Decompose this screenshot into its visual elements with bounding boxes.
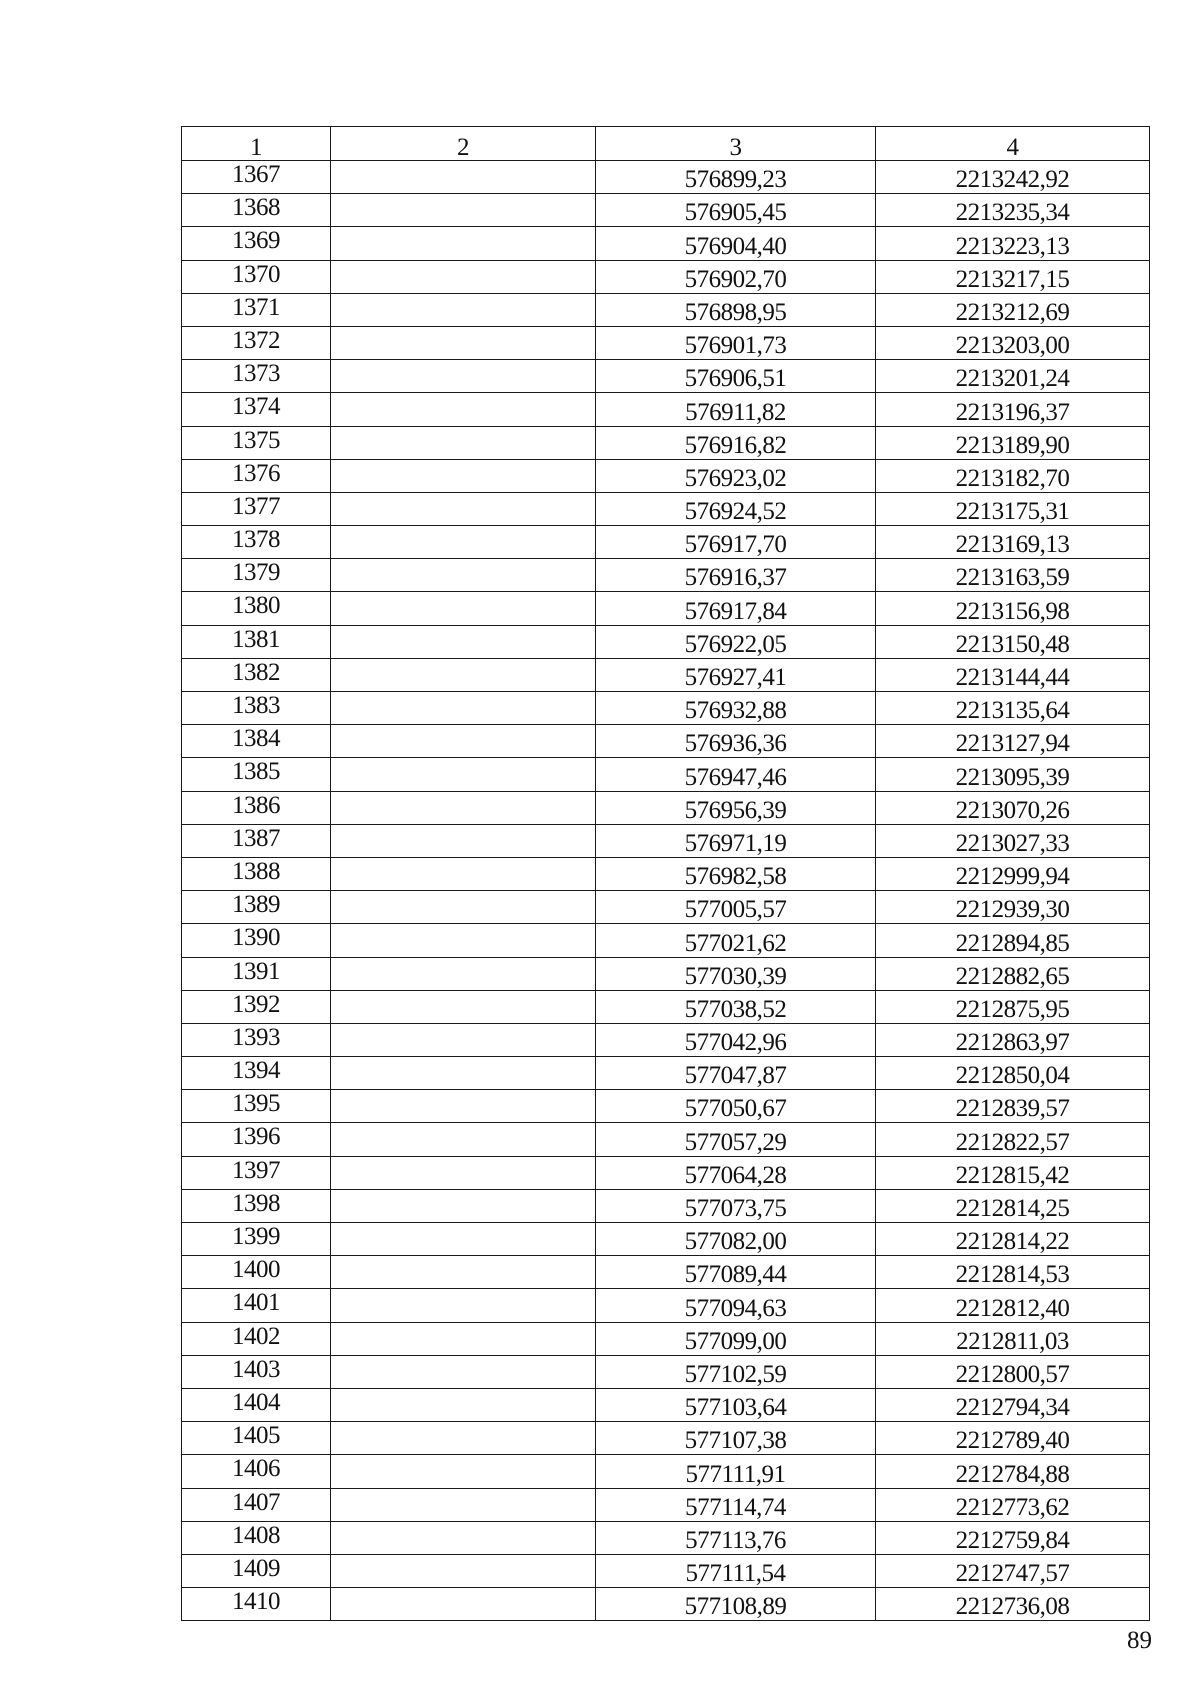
table-row [182,1090,1150,1123]
point-number-cell: 1399 [182,1223,331,1256]
point-number-cell: 1376 [182,459,331,492]
table-row [182,924,1150,957]
point-number-cell: 1396 [182,1123,331,1156]
point-number-cell: 1367 [182,161,331,194]
y-coordinate-cell: 2213070,26 [876,791,1150,824]
x-coordinate-cell: 577108,89 [596,1588,876,1621]
empty-cell [331,1090,596,1123]
empty-cell [331,658,596,691]
table-row [182,592,1150,625]
table-row [182,559,1150,592]
x-coordinate-cell: 577111,54 [596,1554,876,1587]
point-number-cell: 1397 [182,1156,331,1189]
empty-cell [331,1521,596,1554]
empty-cell [331,326,596,359]
table-row [182,161,1150,194]
x-coordinate-cell: 576906,51 [596,360,876,393]
y-coordinate-cell: 2213095,39 [876,758,1150,791]
point-number-cell: 1386 [182,791,331,824]
table-row [182,227,1150,260]
x-coordinate-cell: 576916,37 [596,559,876,592]
table-row [182,1488,1150,1521]
table-row [182,326,1150,359]
y-coordinate-cell: 2213027,33 [876,824,1150,857]
y-coordinate-cell: 2212814,25 [876,1189,1150,1222]
table-row [182,891,1150,924]
y-coordinate-cell: 2213150,48 [876,625,1150,658]
x-coordinate-cell: 576901,73 [596,326,876,359]
x-coordinate-cell: 576936,36 [596,725,876,758]
x-coordinate-cell: 577107,38 [596,1422,876,1455]
y-coordinate-cell: 2212789,40 [876,1422,1150,1455]
x-coordinate-cell: 577103,64 [596,1388,876,1421]
point-number-cell: 1373 [182,360,331,393]
empty-cell [331,492,596,525]
table-row [182,791,1150,824]
header-col-1: 1 [182,127,331,161]
point-number-cell: 1400 [182,1256,331,1289]
empty-cell [331,360,596,393]
table-row [182,1057,1150,1090]
x-coordinate-cell: 577038,52 [596,990,876,1023]
point-number-cell: 1403 [182,1355,331,1388]
x-coordinate-cell: 576982,58 [596,857,876,890]
x-coordinate-cell: 576902,70 [596,260,876,293]
point-number-cell: 1382 [182,658,331,691]
empty-cell [331,1455,596,1488]
x-coordinate-cell: 576916,82 [596,426,876,459]
empty-cell [331,559,596,592]
empty-cell [331,1223,596,1256]
x-coordinate-cell: 576956,39 [596,791,876,824]
point-number-cell: 1385 [182,758,331,791]
point-number-cell: 1370 [182,260,331,293]
point-number-cell: 1375 [182,426,331,459]
y-coordinate-cell: 2212747,57 [876,1554,1150,1587]
empty-cell [331,227,596,260]
header-row [182,127,1150,161]
table-row [182,692,1150,725]
table-row [182,492,1150,525]
point-number-cell: 1374 [182,393,331,426]
empty-cell [331,1422,596,1455]
x-coordinate-cell: 576927,41 [596,658,876,691]
table-row [182,1388,1150,1421]
empty-cell [331,725,596,758]
table-row [182,260,1150,293]
table-row [182,426,1150,459]
point-number-cell: 1368 [182,194,331,227]
y-coordinate-cell: 2213223,13 [876,227,1150,260]
table-row [182,360,1150,393]
empty-cell [331,1156,596,1189]
y-coordinate-cell: 2212875,95 [876,990,1150,1023]
table-row [182,1223,1150,1256]
empty-cell [331,1488,596,1521]
x-coordinate-cell: 577082,00 [596,1223,876,1256]
point-number-cell: 1387 [182,824,331,857]
table-row [182,824,1150,857]
y-coordinate-cell: 2212999,94 [876,857,1150,890]
empty-cell [331,924,596,957]
empty-cell [331,1057,596,1090]
empty-cell [331,990,596,1023]
y-coordinate-cell: 2212814,22 [876,1223,1150,1256]
point-number-cell: 1410 [182,1588,331,1621]
empty-cell [331,957,596,990]
point-number-cell: 1407 [182,1488,331,1521]
point-number-cell: 1389 [182,891,331,924]
empty-cell [331,1588,596,1621]
point-number-cell: 1378 [182,526,331,559]
x-coordinate-cell: 577005,57 [596,891,876,924]
x-coordinate-cell: 577057,29 [596,1123,876,1156]
empty-cell [331,824,596,857]
table-row [182,1156,1150,1189]
y-coordinate-cell: 2212811,03 [876,1322,1150,1355]
table-row [182,194,1150,227]
y-coordinate-cell: 2213135,64 [876,692,1150,725]
y-coordinate-cell: 2213201,24 [876,360,1150,393]
y-coordinate-cell: 2212794,34 [876,1388,1150,1421]
empty-cell [331,791,596,824]
y-coordinate-cell: 2212850,04 [876,1057,1150,1090]
table-row [182,1554,1150,1587]
y-coordinate-cell: 2213235,34 [876,194,1150,227]
y-coordinate-cell: 2213196,37 [876,393,1150,426]
point-number-cell: 1406 [182,1455,331,1488]
x-coordinate-cell: 577089,44 [596,1256,876,1289]
empty-cell [331,1322,596,1355]
table-row [182,658,1150,691]
x-coordinate-cell: 576923,02 [596,459,876,492]
table-body [182,161,1150,1621]
empty-cell [331,426,596,459]
table-row [182,1289,1150,1322]
y-coordinate-cell: 2212822,57 [876,1123,1150,1156]
empty-cell [331,260,596,293]
x-coordinate-cell: 576917,70 [596,526,876,559]
point-number-cell: 1398 [182,1189,331,1222]
point-number-cell: 1405 [182,1422,331,1455]
x-coordinate-cell: 577073,75 [596,1189,876,1222]
x-coordinate-cell: 576922,05 [596,625,876,658]
empty-cell [331,526,596,559]
x-coordinate-cell: 576905,45 [596,194,876,227]
y-coordinate-cell: 2213144,44 [876,658,1150,691]
empty-cell [331,1123,596,1156]
empty-cell [331,625,596,658]
x-coordinate-cell: 577042,96 [596,1023,876,1056]
empty-cell [331,1388,596,1421]
empty-cell [331,1554,596,1587]
y-coordinate-cell: 2213217,15 [876,260,1150,293]
x-coordinate-cell: 577099,00 [596,1322,876,1355]
y-coordinate-cell: 2212814,53 [876,1256,1150,1289]
empty-cell [331,758,596,791]
point-number-cell: 1404 [182,1388,331,1421]
x-coordinate-cell: 576911,82 [596,393,876,426]
table-row [182,459,1150,492]
x-coordinate-cell: 577094,63 [596,1289,876,1322]
point-number-cell: 1391 [182,957,331,990]
y-coordinate-cell: 2213189,90 [876,426,1150,459]
y-coordinate-cell: 2212863,97 [876,1023,1150,1056]
table-row [182,990,1150,1023]
point-number-cell: 1381 [182,625,331,658]
table-row [182,393,1150,426]
table-row [182,625,1150,658]
table-row [182,1521,1150,1554]
table-row [182,725,1150,758]
y-coordinate-cell: 2212839,57 [876,1090,1150,1123]
table-header [182,127,1150,161]
point-number-cell: 1409 [182,1554,331,1587]
point-number-cell: 1377 [182,492,331,525]
table-row [182,1422,1150,1455]
table-row [182,1023,1150,1056]
y-coordinate-cell: 2212894,85 [876,924,1150,957]
x-coordinate-cell: 577047,87 [596,1057,876,1090]
point-number-cell: 1390 [182,924,331,957]
page-number: 89 [1127,1627,1152,1654]
table-row [182,1322,1150,1355]
y-coordinate-cell: 2212784,88 [876,1455,1150,1488]
table-row [182,758,1150,791]
y-coordinate-cell: 2213212,69 [876,293,1150,326]
point-number-cell: 1401 [182,1289,331,1322]
table-row [182,1123,1150,1156]
point-number-cell: 1371 [182,293,331,326]
empty-cell [331,692,596,725]
empty-cell [331,459,596,492]
y-coordinate-cell: 2213163,59 [876,559,1150,592]
empty-cell [331,1023,596,1056]
x-coordinate-cell: 576898,95 [596,293,876,326]
point-number-cell: 1383 [182,692,331,725]
table-row [182,1455,1150,1488]
y-coordinate-cell: 2212882,65 [876,957,1150,990]
x-coordinate-cell: 577050,67 [596,1090,876,1123]
x-coordinate-cell: 576971,19 [596,824,876,857]
point-number-cell: 1379 [182,559,331,592]
point-number-cell: 1394 [182,1057,331,1090]
y-coordinate-cell: 2212773,62 [876,1488,1150,1521]
table-row [182,1588,1150,1621]
x-coordinate-cell: 576917,84 [596,592,876,625]
x-coordinate-cell: 577102,59 [596,1355,876,1388]
coordinates-table [181,126,1150,1621]
y-coordinate-cell: 2213242,92 [876,161,1150,194]
header-col-4: 4 [876,127,1150,161]
x-coordinate-cell: 577064,28 [596,1156,876,1189]
point-number-cell: 1395 [182,1090,331,1123]
x-coordinate-cell: 576924,52 [596,492,876,525]
empty-cell [331,194,596,227]
point-number-cell: 1388 [182,857,331,890]
y-coordinate-cell: 2212939,30 [876,891,1150,924]
x-coordinate-cell: 576932,88 [596,692,876,725]
empty-cell [331,857,596,890]
x-coordinate-cell: 577021,62 [596,924,876,957]
empty-cell [331,592,596,625]
empty-cell [331,1256,596,1289]
point-number-cell: 1408 [182,1521,331,1554]
empty-cell [331,1189,596,1222]
point-number-cell: 1380 [182,592,331,625]
x-coordinate-cell: 576899,23 [596,161,876,194]
table-row [182,526,1150,559]
y-coordinate-cell: 2212759,84 [876,1521,1150,1554]
table-row [182,857,1150,890]
x-coordinate-cell: 576904,40 [596,227,876,260]
x-coordinate-cell: 577030,39 [596,957,876,990]
table-row [182,1256,1150,1289]
y-coordinate-cell: 2212815,42 [876,1156,1150,1189]
point-number-cell: 1372 [182,326,331,359]
table-row [182,1355,1150,1388]
y-coordinate-cell: 2213127,94 [876,725,1150,758]
y-coordinate-cell: 2213203,00 [876,326,1150,359]
empty-cell [331,293,596,326]
y-coordinate-cell: 2213182,70 [876,459,1150,492]
header-col-2: 2 [331,127,596,161]
x-coordinate-cell: 577111,91 [596,1455,876,1488]
x-coordinate-cell: 577114,74 [596,1488,876,1521]
empty-cell [331,161,596,194]
point-number-cell: 1384 [182,725,331,758]
table-row [182,957,1150,990]
empty-cell [331,1289,596,1322]
empty-cell [331,891,596,924]
y-coordinate-cell: 2213156,98 [876,592,1150,625]
header-col-3: 3 [596,127,876,161]
x-coordinate-cell: 576947,46 [596,758,876,791]
y-coordinate-cell: 2212800,57 [876,1355,1150,1388]
y-coordinate-cell: 2213169,13 [876,526,1150,559]
y-coordinate-cell: 2212812,40 [876,1289,1150,1322]
empty-cell [331,393,596,426]
y-coordinate-cell: 2213175,31 [876,492,1150,525]
y-coordinate-cell: 2212736,08 [876,1588,1150,1621]
point-number-cell: 1369 [182,227,331,260]
empty-cell [331,1355,596,1388]
table-row [182,1189,1150,1222]
point-number-cell: 1402 [182,1322,331,1355]
x-coordinate-cell: 577113,76 [596,1521,876,1554]
table-row [182,293,1150,326]
point-number-cell: 1393 [182,1023,331,1056]
point-number-cell: 1392 [182,990,331,1023]
